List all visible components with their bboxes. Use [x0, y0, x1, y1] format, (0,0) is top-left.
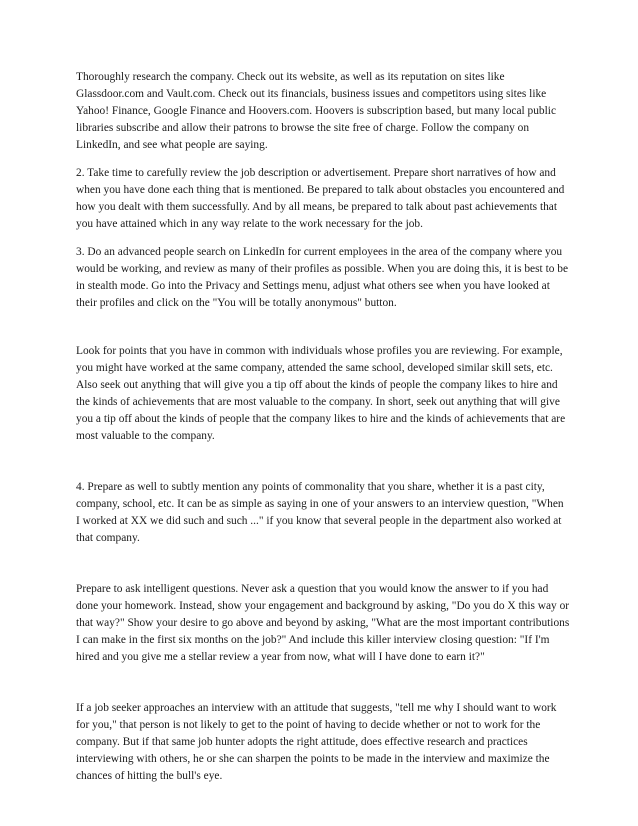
paragraph-linkedin-search: 3. Do an advanced people search on LinkedIn for current employees in the area of the company where you would be working, and review as many of their profiles as possible. When you are doing this, it is best to be in stealth mode. Go into the Privacy and Settings menu, adjust what others see when you have looked at their profiles and click on the "You will be totally anonymous" button. [76, 246, 569, 309]
paragraph-common-points: Look for points that you have in common with individuals whose profiles you are reviewing. For example, you might have worked at the same company, attended the same school, developed similar skill sets, etc. Also seek out anything that will give you a tip off about the kinds of people the company likes to hire and the kinds of achievements that are most valuable to the company. In short, seek out anything that will give you a tip off about the kinds of people that the company likes to hire and the kinds of achievements that are most valuable to the company. [76, 345, 566, 442]
paragraph-spacer [76, 547, 570, 581]
paragraph-spacer [76, 445, 570, 479]
paragraph-research-company: Thoroughly research the company. Check out its website, as well as its reputation on sites like Glassdoor.com and Vault.com. Check out its financials, business issues and competitors using sites like Yahoo! Finance, Google Finance and Hoovers.com. Hoovers is subscription based, but many local public libraries subscribe and allow their patrons to browse the site free of charge. Follow the company on LinkedIn, and see what people are saying. [76, 71, 557, 151]
paragraph-spacer [76, 312, 570, 343]
document-body [76, 69, 570, 785]
paragraph-spacer [76, 666, 570, 700]
paragraph-commonality: 4. Prepare as well to subtly mention any points of commonality that you share, whether it is a past city, company, school, etc. It can be as simple as saying in one of your answers to an interview question, "When I worked at XX we did such and such ..." if you know that several people in the department also worked at that company. [76, 481, 564, 544]
paragraph-job-description: 2. Take time to carefully review the job description or advertisement. Prepare short narratives of how and when you have done each thing that is mentioned. Be prepared to talk about obstacles you encountered and how you dealt with them successfully. And by all means, be prepared to talk about past achievements that you have attained which in any way relate to the work necessary for the job. [76, 167, 565, 230]
paragraph-intelligent-questions: Prepare to ask intelligent questions. Never ask a question that you would know the answer to if you had done your homework. Instead, show your engagement and background by asking, "Do you do X this way or that way?" Show your desire to go above and beyond by asking, "What are the most important contributions I can make in the first six months on the job?" And include this killer interview closing question: "If I'm hired and you give me a stellar review a year from now, what will I have done to earn it?" [76, 583, 570, 663]
paragraph-spacer [76, 233, 570, 244]
paragraph-spacer [76, 154, 570, 165]
paragraph-conclusion: If a job seeker approaches an interview with an attitude that suggests, "tell me why I should want to work for you," that person is not likely to get to the point of having to decide whether or not to work for the company. But if that same job hunter adopts the right attitude, does effective research and practices interviewing with others, he or she can sharpen the points to be made in the interview and maximize the chances of hitting the bull's eye. [76, 702, 557, 782]
